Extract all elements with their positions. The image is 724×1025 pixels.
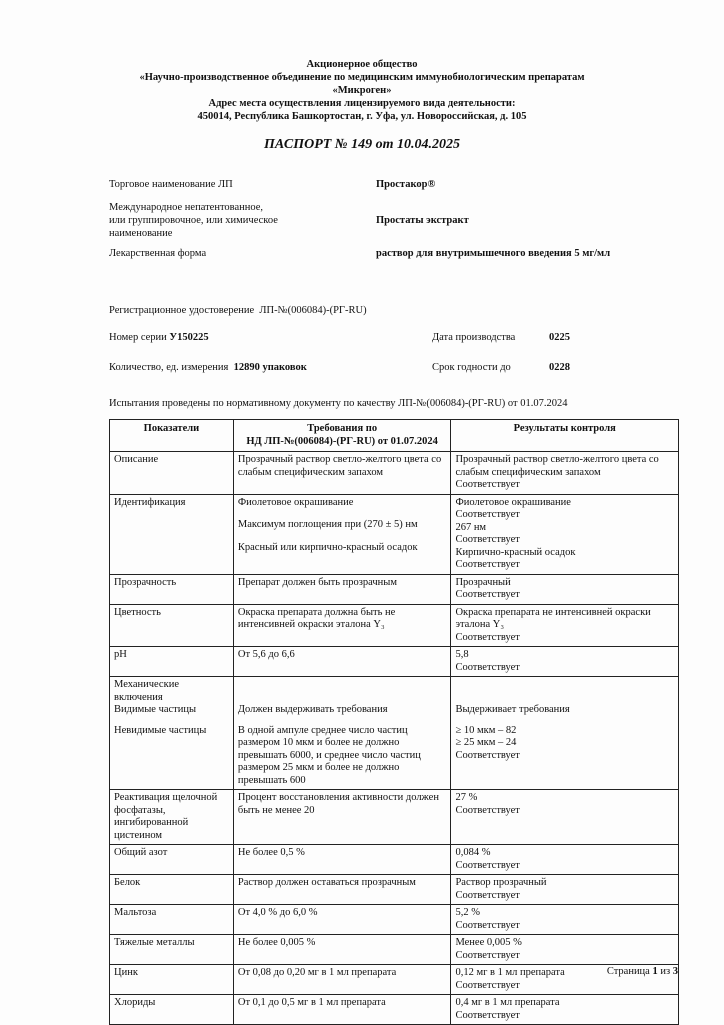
header-requirements-line1: Требования по <box>307 423 378 434</box>
series-label: Номер серии <box>109 332 167 343</box>
address: 450014, Республика Башкортостан, г. Уфа, ул. Новороссийская, д. 105 <box>197 111 527 122</box>
row-name: Хлориды <box>110 995 234 1025</box>
visible-particles-label: Видимые частицы <box>114 704 197 715</box>
row-result <box>451 905 679 935</box>
result-status: Соответствует <box>455 509 520 520</box>
result-status: Соответствует <box>455 589 520 600</box>
row-requirement: Не более 0,005 % <box>233 935 451 965</box>
row-requirement: Процент восстановления активности должен быть не менее 20 <box>233 790 451 845</box>
result-value: 5,8 <box>455 649 469 660</box>
result-status: Соответствует <box>455 661 520 673</box>
result-value: 0,084 % <box>455 847 491 858</box>
dosage-form-value: раствор для внутримышечного введения 5 мг/мл <box>376 248 611 259</box>
page-indicator <box>607 966 678 977</box>
result-status: Соответствует <box>455 919 520 931</box>
row-name: Мальтоза <box>110 905 234 935</box>
result-value: Кирпично-красный осадок <box>455 546 576 558</box>
row-result <box>451 604 679 647</box>
result-status: Соответствует <box>455 804 520 816</box>
row-name: Тяжелые металлы <box>110 935 234 965</box>
table-row <box>110 452 679 495</box>
row-name: Цветность <box>110 604 234 647</box>
quality-table <box>109 419 679 1025</box>
row-result <box>451 995 679 1025</box>
header-indicators: Показатели <box>110 420 234 452</box>
row-result <box>451 875 679 905</box>
requirement-1: Фиолетовое окрашивание <box>237 496 354 508</box>
result-value: Раствор прозрачный <box>455 877 547 888</box>
header-requirements-line2: НД ЛП-№(006084)-(РГ-RU) от 01.07.2024 <box>246 435 438 447</box>
row-requirement: Прозрачный раствор светло-желтого цвета со слабым специфическим запахом <box>233 452 451 495</box>
tests-statement: Испытания проведены по нормативному документу по качеству ЛП-№(006084)-(РГ-RU) от 01.07.2024 <box>109 398 568 409</box>
registration-label: Регистрационное удостоверение <box>109 305 255 316</box>
quantity-line <box>109 361 307 374</box>
table-row <box>110 574 679 604</box>
table-row <box>110 905 679 935</box>
inn-value: Простаты экстракт <box>376 215 469 226</box>
result-value: 0,12 мг в 1 мл препарата <box>455 967 565 978</box>
row-name: Цинк <box>110 965 234 995</box>
row-result <box>451 845 679 875</box>
registration-line <box>109 304 367 317</box>
requirement-3: Красный или кирпично-красный осадок <box>237 541 418 553</box>
expiry-label: Срок годности до <box>432 362 511 373</box>
result-status: Соответствует <box>455 1009 520 1021</box>
page-current: 1 <box>652 966 658 977</box>
result-value: 267 нм <box>455 521 487 533</box>
mechanical-inclusions-label: Механические включения <box>114 679 179 703</box>
invisible-particles-requirement: В одной ампуле среднее число частиц размером 10 мкм и более не должно превышать 6000, и среднее число частиц размером 25 мкм и более не должно превышать 600 <box>237 724 421 786</box>
result-status: Соответствует <box>455 859 520 871</box>
address-label: Адрес места осуществления лицензируемого вида деятельности: <box>208 98 516 109</box>
table-row <box>110 845 679 875</box>
row-name: Реактивация щелочной фосфатазы, ингибированной цистеином <box>110 790 234 845</box>
table-row <box>110 965 679 995</box>
header-requirements <box>233 420 451 452</box>
row-requirement: От 0,08 до 0,20 мг в 1 мл препарата <box>233 965 451 995</box>
visible-particles-result: Выдерживает требования <box>455 704 570 715</box>
org-short-name: «Микроген» <box>332 85 392 96</box>
inn-label-line1: Международное непатентованное, <box>109 202 264 213</box>
trade-name-label: Торговое наименование ЛП <box>109 179 233 190</box>
row-name: pH <box>110 647 234 677</box>
result-status: Соответствует <box>455 479 520 490</box>
table-row <box>110 604 679 647</box>
row-requirement: Препарат должен быть прозрачным <box>233 574 451 604</box>
requirement-2: Максимум поглощения при (270 ± 5) нм <box>237 519 418 530</box>
page-total: 3 <box>672 966 678 977</box>
row-requirement: Не более 0,5 % <box>233 845 451 875</box>
result-value: Прозрачный <box>455 576 511 588</box>
result-value: 5,2 % <box>455 907 480 918</box>
row-requirement <box>233 494 451 574</box>
inn-label-line2: или группировочное, или химическое <box>109 215 278 226</box>
row-name: Описание <box>110 452 234 495</box>
production-date-value: 0225 <box>549 332 570 343</box>
inn-label-line3: наименование <box>109 228 173 239</box>
table-row <box>110 875 679 905</box>
row-result <box>451 935 679 965</box>
table-header-row <box>110 420 679 452</box>
row-name: Белок <box>110 875 234 905</box>
result-status: Соответствует <box>455 949 520 961</box>
series-line <box>109 331 209 344</box>
row-requirement: От 4,0 % до 6,0 % <box>233 905 451 935</box>
row-requirement <box>233 677 451 790</box>
result-value: ≥ 25 мкм – 24 <box>455 737 517 748</box>
row-result <box>451 677 679 790</box>
result-status: Соответствует <box>455 889 520 901</box>
invisible-particles-label: Невидимые частицы <box>114 724 207 736</box>
org-name: «Научно-производственное объединение по медицинским иммунобиологическим препаратам <box>139 72 585 83</box>
row-name: Прозрачность <box>110 574 234 604</box>
org-type: Акционерное общество <box>306 59 418 70</box>
trade-name-value: Простакор® <box>376 179 436 190</box>
table-row <box>110 677 679 790</box>
result-status: Соответствует <box>455 631 520 643</box>
expiry-value: 0228 <box>549 362 570 373</box>
result-value: Фиолетовое окрашивание <box>455 496 571 508</box>
result-value: Менее 0,005 % <box>455 937 522 948</box>
series-value: У150225 <box>169 332 209 343</box>
result-value: 0,4 мг в 1 мл препарата <box>455 997 560 1008</box>
result-status: Соответствует <box>455 559 520 570</box>
row-requirement: От 0,1 до 0,5 мг в 1 мл препарата <box>233 995 451 1025</box>
row-requirement: От 5,6 до 6,6 <box>233 647 451 677</box>
result-status: Соответствует <box>455 749 520 761</box>
row-name: Общий азот <box>110 845 234 875</box>
row-result <box>451 452 679 495</box>
row-result <box>451 790 679 845</box>
dosage-form-label: Лекарственная форма <box>109 248 207 259</box>
result-value: Окраска препарата не интенсивней окраски эталона Y₃ <box>455 606 651 630</box>
production-date-label: Дата производства <box>432 332 516 343</box>
result-value: ≥ 10 мкм – 82 <box>455 724 517 736</box>
table-row <box>110 494 679 574</box>
row-result <box>451 647 679 677</box>
row-result <box>451 574 679 604</box>
header-results: Результаты контроля <box>451 420 679 452</box>
document-title: ПАСПОРТ № 149 от 10.04.2025 <box>263 137 461 152</box>
result-value: Прозрачный раствор светло-желтого цвета со слабым специфическим запахом <box>455 454 659 478</box>
table-row <box>110 995 679 1025</box>
quantity-value: 12890 упаковок <box>233 362 307 373</box>
table-row <box>110 790 679 845</box>
result-status: Соответствует <box>455 534 520 545</box>
visible-particles-requirement: Должен выдерживать требования <box>237 704 388 715</box>
result-status: Соответствует <box>455 979 520 991</box>
result-value: 27 % <box>455 792 478 803</box>
quantity-label: Количество, ед. измерения <box>109 362 229 373</box>
table-row <box>110 647 679 677</box>
page-prefix: Страница <box>606 966 650 977</box>
row-result <box>451 494 679 574</box>
row-requirement: Раствор должен оставаться прозрачным <box>233 875 451 905</box>
table-row <box>110 935 679 965</box>
page-separator: из <box>660 966 671 977</box>
row-requirement: Окраска препарата должна быть не интенсивней окраски эталона Y₃ <box>233 604 451 647</box>
registration-value: ЛП-№(006084)-(РГ-RU) <box>259 305 367 316</box>
row-name: Идентификация <box>110 494 234 574</box>
row-name <box>110 677 234 790</box>
